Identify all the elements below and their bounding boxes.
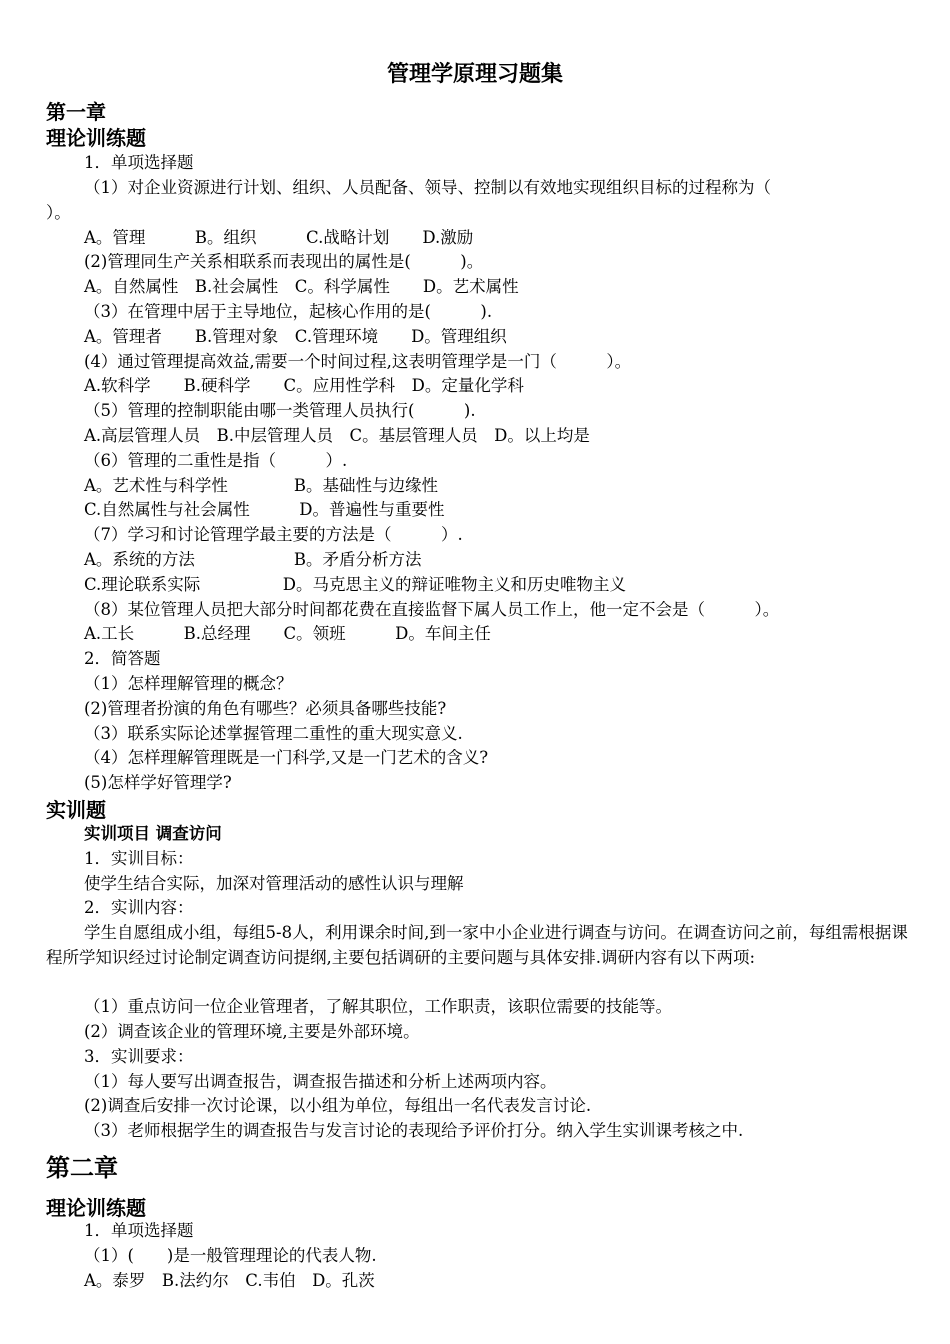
- ch1-sa4: （4）怎样理解管理既是一门科学,又是一门艺术的含义?: [84, 748, 489, 767]
- ch1-goal-heading: 1．实训目标：: [84, 849, 194, 868]
- ch1-q3: （3）在管理中居于主导地位，起核心作用的是( ).: [84, 302, 493, 321]
- ch1-q6-options-2: C.自然属性与社会属性 D。普遍性与重要性: [84, 500, 445, 519]
- ch1-q4: (4）通过管理提高效益,需要一个时间过程,这表明管理学是一门（ ）。: [84, 352, 632, 371]
- ch1-sa3: （3）联系实际论述掌握管理二重性的重大现实意义.: [84, 724, 463, 743]
- ch1-q7-options-2: C.理论联系实际 D。马克思主义的辩证唯物主义和历史唯物主义: [84, 575, 627, 594]
- ch1-single-choice-heading: 1．单项选择题: [84, 153, 194, 172]
- chapter-1-heading: 第一章: [46, 100, 106, 124]
- ch1-q5: （5）管理的控制职能由哪一类管理人员执行( ).: [84, 401, 476, 420]
- ch1-q1-line1: （1）对企业资源进行计划、组织、人员配备、领导、控制以有效地实现组织目标的过程称为（: [84, 178, 771, 197]
- ch1-q5-options: A.高层管理人员 B.中层管理人员 C。基层管理人员 D。以上均是: [84, 426, 590, 445]
- ch1-q1-options: A。管理 B。组织 C.战略计划 D.激励: [84, 228, 474, 247]
- ch1-content-heading: 2．实训内容：: [84, 898, 194, 917]
- ch1-q7-options-1: A。系统的方法 B。矛盾分析方法: [84, 550, 422, 569]
- ch1-content-paragraph: 学生自愿组成小组，每组5-8人，利用课余时间,到一家中小企业进行调查与访问。在调查访问之前，每组需根据课程所学知识经过讨论制定调查访问提纲,主要包括调研的主要问题与具体安排.调研内容有以下两项:: [46, 923, 908, 967]
- ch1-q2-options: A。自然属性 B.社会属性 C。科学属性 D。艺术属性: [84, 277, 519, 296]
- ch2-q1-options: A。泰罗 B.法约尔 C.韦伯 D。孔茨: [84, 1271, 375, 1290]
- ch1-requirement-2: (2)调查后安排一次讨论课，以小组为单位，每组出一名代表发言讨论.: [84, 1096, 592, 1115]
- ch1-sa1: （1）怎样理解管理的概念？: [84, 674, 293, 693]
- ch1-q3-options: A。管理者 B.管理对象 C.管理环境 D。管理组织: [84, 327, 507, 346]
- ch1-goal-text: 使学生结合实际，加深对管理活动的感性认识与理解: [84, 874, 464, 893]
- ch1-requirement-1: （1）每人要写出调查报告，调查报告描述和分析上述两项内容。: [84, 1072, 557, 1091]
- ch2-theory-heading: 理论训练题: [46, 1196, 146, 1220]
- ch1-q7: （7）学习和讨论管理学最主要的方法是（ ）.: [84, 525, 463, 544]
- ch1-sa2: (2)管理者扮演的角色有哪些？必须具备哪些技能?: [84, 699, 447, 718]
- ch1-q1-line2: ）。: [46, 203, 71, 222]
- ch1-q8-options: A.工长 B.总经理 C。领班 D。车间主任: [84, 624, 491, 643]
- ch1-requirement-3: （3）老师根据学生的调查报告与发言讨论的表现给予评价打分。纳入学生实训课考核之中.: [84, 1121, 744, 1140]
- ch1-q6: （6）管理的二重性是指（ ）.: [84, 451, 348, 470]
- ch1-q4-options: A.软科学 B.硬科学 C。应用性学科 D。定量化学科: [84, 376, 524, 395]
- ch1-project-heading: 实训项目 调查访问: [84, 824, 222, 843]
- ch1-q2: (2)管理同生产关系相联系而表现出的属性是( )。: [84, 252, 484, 271]
- ch1-theory-heading: 理论训练题: [46, 126, 146, 150]
- ch1-sa5: (5)怎样学好管理学?: [84, 773, 232, 792]
- chapter-2-heading: 第二章: [46, 1154, 118, 1182]
- ch2-q1: （1）( )是一般管理理论的代表人物.: [84, 1246, 377, 1265]
- ch1-requirement-heading: 3．实训要求：: [84, 1047, 194, 1066]
- ch1-practice-heading: 实训题: [46, 798, 106, 822]
- ch1-content-item-2: (2）调查该企业的管理环境,主要是外部环境。: [84, 1022, 420, 1041]
- ch1-short-answer-heading: 2．简答题: [84, 649, 161, 668]
- ch1-q6-options-1: A。艺术性与科学性 B。基础性与边缘性: [84, 476, 439, 495]
- ch1-q8: （8）某位管理人员把大部分时间都花费在直接监督下属人员工作上，他一定不会是（ ）。: [84, 600, 780, 619]
- ch1-content-item-1: （1）重点访问一位企业管理者，了解其职位，工作职责，该职位需要的技能等。: [84, 997, 672, 1016]
- document-title: 管理学原理习题集: [386, 62, 563, 87]
- ch2-single-choice-heading: 1．单项选择题: [84, 1221, 194, 1240]
